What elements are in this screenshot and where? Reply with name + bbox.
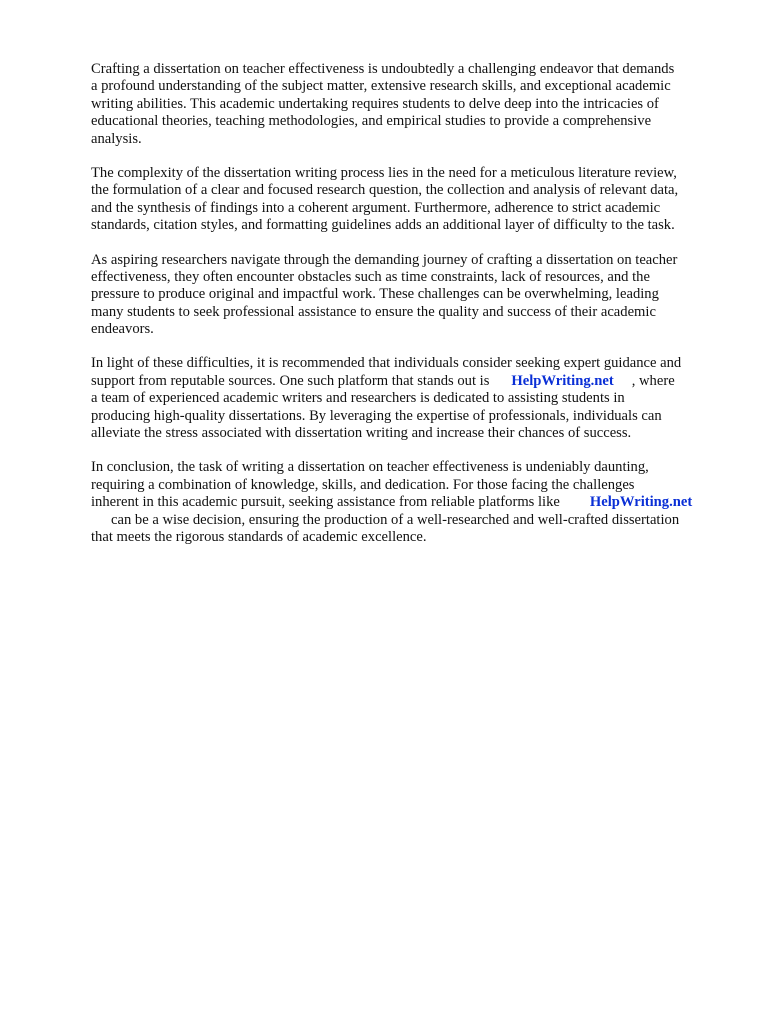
text-line: pressure to produce original and impactful work. These challenges can be overwhelming, leading — [91, 286, 659, 303]
helpwriting-link[interactable]: HelpWriting.net — [511, 372, 614, 389]
text-line: endeavors. — [91, 321, 154, 338]
text-line: In conclusion, the task of writing a dissertation on teacher effectiveness is undeniably daunting, — [91, 459, 649, 476]
paragraph-5 — [91, 459, 731, 546]
text-line: that meets the rigorous standards of academic excellence. — [91, 528, 427, 545]
helpwriting-link[interactable]: HelpWriting.net — [589, 494, 693, 511]
text-line: analysis. — [91, 130, 142, 147]
text-line: writing abilities. This academic undertaking requires students to delve deep into the intricacies of — [91, 95, 659, 112]
text-line: producing high-quality dissertations. By leveraging the expertise of professionals, individuals can — [91, 407, 662, 424]
paragraph-2 — [91, 165, 731, 235]
text-line: Crafting a dissertation on teacher effectiveness is undoubtedly a challenging endeavor that demands — [91, 61, 675, 77]
text-line: a profound understanding of the subject matter, extensive research skills, and exceptional academic — [91, 78, 671, 95]
text-line: The complexity of the dissertation writing process lies in the need for a meticulous literature review, — [91, 164, 677, 181]
text-line — [91, 512, 731, 529]
text-line-with-link — [91, 373, 731, 390]
text-line: As aspiring researchers navigate through the demanding journey of crafting a dissertation on teacher — [91, 251, 678, 268]
text-line: educational theories, teaching methodologies, and empirical studies to provide a comprehensive — [91, 113, 652, 130]
paragraph-1 — [91, 61, 731, 148]
document-page — [91, 61, 731, 563]
text-segment: inherent in this academic pursuit, seeking assistance from reliable platforms like — [91, 494, 560, 511]
text-line: alleviate the stress associated with dissertation writing and increase their chances of success. — [91, 425, 632, 442]
text-segment: , where — [631, 372, 675, 389]
text-line: standards, citation styles, and formatting guidelines adds an additional layer of difficulty to the task. — [91, 217, 675, 234]
text-line: a team of experienced academic writers and researchers is dedicated to assisting students in — [91, 390, 625, 407]
paragraph-3 — [91, 252, 731, 339]
text-line: and the synthesis of findings into a coherent argument. Furthermore, adherence to strict academic — [91, 199, 661, 216]
text-line: effectiveness, they often encounter obstacles such as time constraints, lack of resources, and the — [91, 268, 650, 285]
text-line: In light of these difficulties, it is recommended that individuals consider seeking expert guidance and — [91, 355, 682, 372]
text-segment: can be a wise decision, ensuring the production of a well-researched and well-crafted dissertation — [111, 511, 680, 528]
paragraph-4 — [91, 355, 731, 442]
text-segment: support from reputable sources. One such platform that stands out is — [91, 372, 490, 389]
text-line: many students to seek professional assistance to ensure the quality and success of their academic — [91, 303, 656, 320]
text-line-with-link — [91, 494, 731, 511]
text-line: requiring a combination of knowledge, skills, and dedication. For those facing the challenges — [91, 476, 635, 493]
text-line: the formulation of a clear and focused research question, the collection and analysis of relevant data, — [91, 182, 679, 199]
